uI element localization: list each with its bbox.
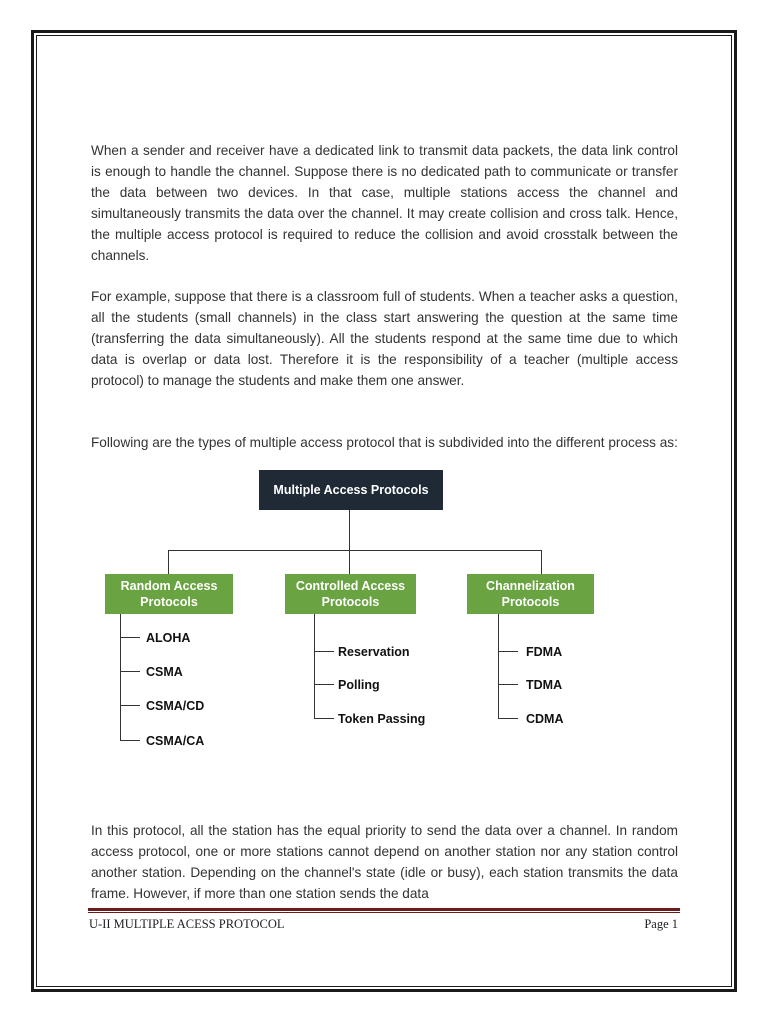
controlled-access-box — [285, 574, 416, 614]
channel-tick-3 — [498, 718, 518, 719]
channelization-label: Channelization Protocols — [486, 579, 575, 609]
random-tick-4 — [120, 740, 140, 741]
example-paragraph: For example, suppose that there is a classroom full of students. When a teacher asks a question, all the students (small channels) in the class start answering the question at the same time (transferring the data simultaneously). All the students respond at the same time due to which data is overlap or data lost. Therefore it is the responsibility of a teacher (multiple access protocol) to manage the students and make them one answer. — [91, 289, 678, 388]
footer-rule-thick — [88, 908, 680, 911]
random-branch-line — [120, 614, 121, 740]
random-access-label: Random Access Protocols — [120, 579, 218, 609]
controlled-tick-3 — [314, 718, 334, 719]
channel-tick-1 — [498, 651, 518, 652]
random-tick-1 — [120, 637, 140, 638]
leaf-tdma: TDMA — [526, 678, 563, 692]
leaf-token-passing: Token Passing — [338, 712, 426, 726]
intro-paragraph: When a sender and receiver have a dedicated link to transmit data packets, the data link control is enough to handle the channel. Suppose there is no dedicated path to communicate or transfer the data between two devices. In that case, multiple stations access the channel and simultaneously transmits the data over the channel. It may create collision and cross talk. Hence, the multiple access protocol is required to reduce the collision and avoid crosstalk between the channels. — [91, 143, 678, 263]
connector-controlled — [349, 550, 350, 574]
diagram-root-box — [259, 470, 443, 510]
channelization-box — [467, 574, 594, 614]
random-tick-2 — [120, 671, 140, 672]
controlled-access-label: Controlled Access Protocols — [295, 579, 406, 609]
connector-horizontal — [168, 550, 542, 551]
leaf-fdma: FDMA — [526, 645, 563, 659]
leaf-csma: CSMA — [146, 665, 183, 679]
controlled-branch-line — [314, 614, 315, 718]
random-access-paragraph: In this protocol, all the station has the equal priority to send the data over a channel. In random access protocol, one or more stations cannot depend on another station nor any station control another station. Depending on the channel's state (idle or busy), each station transmits the data frame. However, if more than one station sends the data — [91, 823, 678, 901]
diagram-root-label: Multiple Access Protocols — [273, 483, 429, 497]
leaf-csma-ca: CSMA/CA — [146, 734, 205, 748]
footer-title: U-II MULTIPLE ACESS PROTOCOL — [89, 917, 285, 931]
leaf-csma-cd: CSMA/CD — [146, 699, 205, 713]
footer-rule-thin — [88, 912, 680, 913]
channel-branch-line — [498, 614, 499, 718]
leaf-aloha: ALOHA — [146, 631, 191, 645]
channel-tick-2 — [498, 684, 518, 685]
types-paragraph: Following are the types of multiple access protocol that is subdivided into the different process as: — [91, 435, 678, 450]
controlled-tick-1 — [314, 651, 334, 652]
leaf-cdma: CDMA — [526, 712, 564, 726]
random-access-box — [105, 574, 233, 614]
random-tick-3 — [120, 705, 140, 706]
controlled-tick-2 — [314, 684, 334, 685]
connector-channel — [541, 550, 542, 574]
connector-random — [168, 550, 169, 574]
connector-root-down — [349, 510, 350, 550]
leaf-reservation: Reservation — [338, 645, 410, 659]
leaf-polling: Polling — [338, 678, 380, 692]
footer-page-number: Page 1 — [644, 917, 678, 931]
